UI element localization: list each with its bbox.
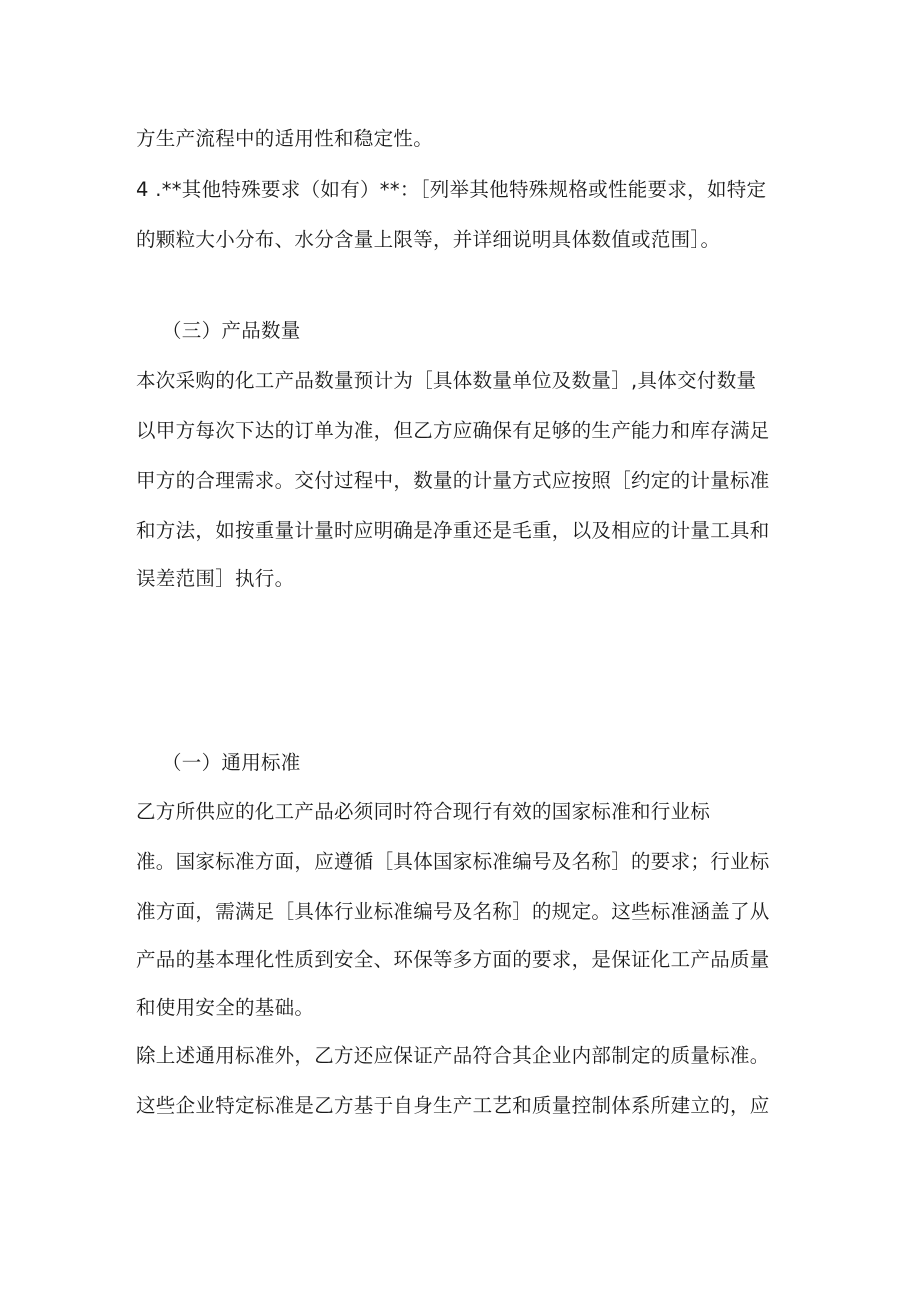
text-line: 4 .**其他特殊要求（如有）**：［列举其他特殊规格或性能要求，如特定 — [136, 178, 767, 201]
text-line: 乙方所供应的化工产品必须同时符合现行有效的国家标准和行业标 — [136, 800, 711, 823]
text-line: 除上述通用标准外，乙方还应保证产品符合其企业内部制定的质量标准。 — [136, 1044, 770, 1067]
text-line: 准方面，需满足［具体行业标准编号及名称］的规定。这些标准涵盖了从 — [136, 900, 770, 923]
text-line: 和方法，如按重量计量时应明确是净重还是毛重，以及相应的计量工具和 — [136, 519, 770, 542]
text-line: 产品的基本理化性质到安全、环保等多方面的要求，是保证化工产品质量 — [136, 948, 770, 971]
text-line: 以甲方每次下达的订单为准，但乙方应确保有足够的生产能力和库存满足 — [136, 419, 770, 442]
text-line: 方生产流程中的适用性和稳定性。 — [136, 127, 434, 150]
text-line: 本次采购的化工产品数量预计为［具体数量单位及数量］,具体交付数量 — [136, 369, 757, 392]
text-line: 这些企业特定标准是乙方基于自身生产工艺和质量控制体系所建立的，应 — [136, 1094, 770, 1117]
text-line: 误差范围］执行。 — [136, 567, 295, 590]
text-line: 和使用安全的基础。 — [136, 996, 315, 1019]
section-heading: （三）产品数量 — [162, 319, 301, 342]
section-heading: （一）通用标准 — [162, 751, 301, 774]
text-line: 准。国家标准方面，应遵循［具体国家标准编号及名称］的要求；行业标 — [136, 850, 770, 873]
text-line: 的颗粒大小分布、水分含量上限等，并详细说明具体数值或范围］。 — [136, 228, 721, 251]
text-line: 甲方的合理需求。交付过程中，数量的计量方式应按照［约定的计量标准 — [136, 469, 770, 492]
